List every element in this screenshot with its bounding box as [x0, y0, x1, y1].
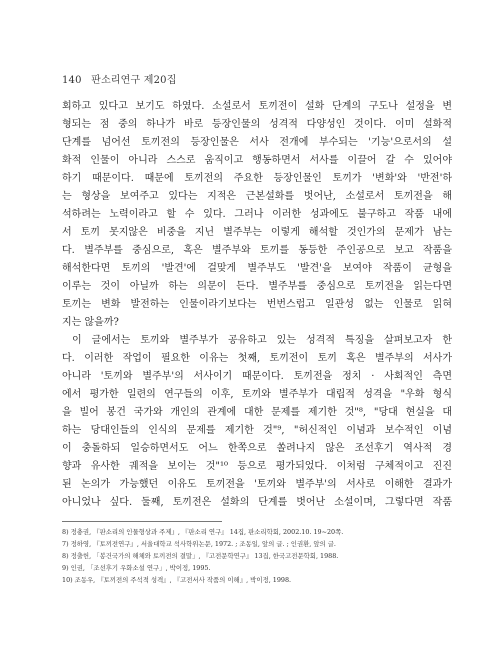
- body-line: 서 토끼 못지않은 비중을 지닌 별주부는 이렇게 해석할 것인가의 문제가 남는: [62, 227, 452, 238]
- body-line: 아니었나 싶다. 둘째, 토끼전은 설화의 단계를 벗어난 소설이며, 그렇다면 작품: [62, 497, 452, 508]
- journal-title: 판소리연구 제20집: [91, 75, 177, 86]
- body-line: 화적 인물이 아니라 스스로 움직이고 행동하면서 서사를 이끌어 갈 수 있어야: [62, 155, 452, 166]
- body-line: 된 논의가 가능했던 이유도 토끼전을 '토끼와 별주부'의 서사로 이해한 결과가: [62, 479, 452, 490]
- body-line: 다. 이러한 작업이 필요한 이유는 첫째, 토끼전이 토끼 혹은 별주부의 서사가: [62, 353, 452, 364]
- body-line: 이루는 것이 아닐까 하는 의문이 든다. 별주부를 중심으로 토끼전을 읽는다면: [62, 281, 452, 292]
- body-line: 향과 유사한 궤적을 보이는 것"¹⁰ 등으로 평가되었다. 이처럼 구체적이고 진진: [62, 461, 452, 472]
- body-line: 이 충돌하되 일승하면서도 어느 한쪽으로 쏠려나지 않은 조선후기 역사적 경: [62, 443, 452, 454]
- body-line: 석하려는 노력이라고 할 수 있다. 그러나 이러한 성과에도 불구하고 작품 내에: [62, 209, 452, 220]
- body-line: 토끼는 변화 발전하는 인물이라기보다는 번번스럽고 일관성 없는 인물로 읽혀: [62, 299, 452, 310]
- body-line: 을 빌어 봉건 국가와 개인의 관계에 대한 문제를 제기한 것"⁸, "당대 현실을 대: [62, 407, 452, 418]
- body-line: 형되는 점 중의 하나가 바로 등장인물의 성격적 다양성인 것이다. 이미 설화적: [62, 119, 452, 130]
- body-line: 에서 평가한 일련의 연구들의 이후, 토끼와 별주부가 대립적 성격을 "우화 형식: [62, 389, 452, 400]
- body-line: 회하고 있다고 보기도 하였다. 소설로서 토끼전이 설화 단계의 구도나 설정을 변: [62, 101, 452, 112]
- body-line: 해석한다면 토끼의 '발견'에 걸맞게 별주부도 '발견'을 보여야 작품이 균형을: [62, 263, 452, 274]
- footnote: 8) 정충권, 『판소리의 인물형상과 주제』, 『판소리 연구』 14집, 판소리학회, 2002.10. 19~20쪽.: [62, 528, 344, 536]
- body-line: 아니라 '토끼와 별주부'의 서사이기 때문이다. 토끼전을 정치 · 사회적인 측면: [62, 371, 452, 382]
- page-number: 140: [62, 75, 82, 86]
- body-line: 하는 당대인들의 인식의 문제를 제기한 것"⁹, "허신적인 이념과 보수적인 이념: [62, 425, 452, 436]
- footnote: 10) 조동우, 『토끼전의 주석적 성격』, 『고전서사 작품의 이해』, 박이정, 1998.: [62, 576, 292, 584]
- footnote-divider: [62, 521, 222, 522]
- body-line: 단계를 넘어선 토끼전의 등장인물은 서사 전개에 부수되는 '기능'으로서의 설: [62, 137, 452, 148]
- body-line: 다. 별주부를 중심으로, 혹은 별주부와 토끼를 동등한 주인공으로 보고 작품을: [62, 245, 452, 256]
- footnote: 8) 정출헌, 「봉건국가의 해체와 토끼전의 결말」, 『고전문학연구』 13집, 한국고전문학회, 1988.: [62, 552, 339, 560]
- body-line: 는 형상을 보여주고 있다는 지적은 근본설화를 벗어난, 소설로서 토끼전을 해: [62, 191, 452, 202]
- body-line: 하기 때문이다. 때문에 토끼전의 주요한 등장인물인 토끼가 '변화'와 '반전'하: [62, 173, 452, 184]
- body-line: 지는 않을까?: [62, 317, 119, 328]
- running-header: [62, 71, 177, 86]
- footnote: 9) 인권, 「조선후기 우화소설 연구」, 박이정, 1995.: [62, 564, 211, 572]
- body-line: 이 글에서는 토끼와 별주부가 공유하고 있는 성격적 특징을 살펴보고자 한: [72, 335, 452, 346]
- footnote: 7) 정하영, 『토끼전연구』, 서울대학교 석사학위논문, 1972. ; 조동일, 앞의 글. ; 인권환, 앞의 글.: [62, 540, 336, 548]
